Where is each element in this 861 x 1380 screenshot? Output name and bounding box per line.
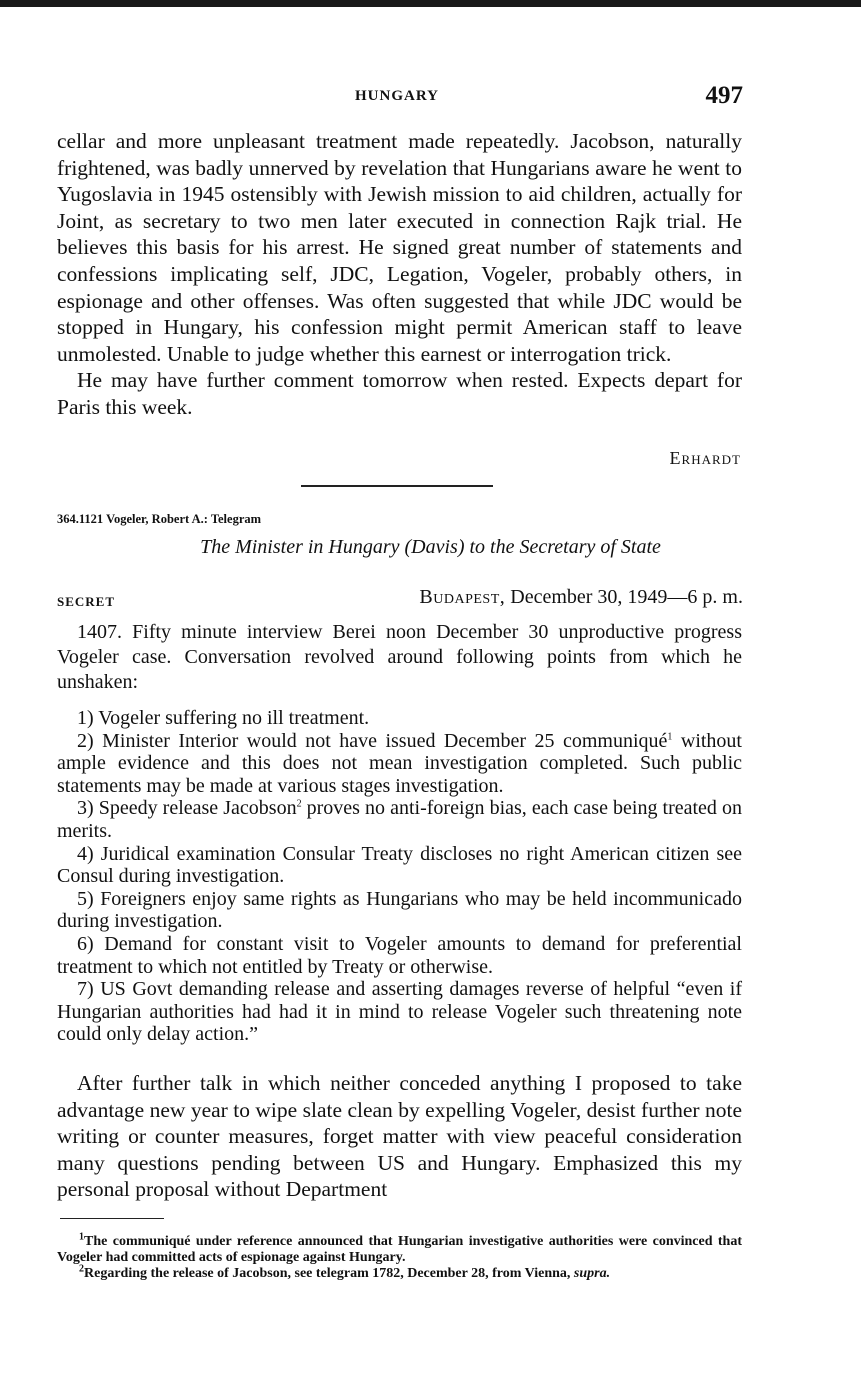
running-head: [0, 82, 861, 112]
file-reference: 364.1121 Vogeler, Robert A.: Telegram: [57, 512, 262, 526]
footnote-rule: [60, 1218, 164, 1219]
page-number: 497: [705, 82, 743, 109]
point-3-start: 3) Speedy release Jacobson: [77, 797, 297, 820]
running-head-title: HUNGARY: [355, 88, 439, 104]
point-2: [57, 730, 742, 798]
footnote-2-emph: supra.: [573, 1266, 611, 1282]
point-6: 6) Demand for constant visit to Vogeler amounts to demand for preferential treatment to which not entitled by Treaty or otherwise.: [57, 932, 742, 978]
davis-telegram-body: [57, 620, 742, 1046]
davis-closing: [57, 1070, 742, 1203]
point-2-rest: without ample evidence and this does not mean investigation completed. Such public statements may be made at various stages investigation.: [57, 729, 742, 797]
telegram-opening: 1407. Fifty minute interview Berei noon December 30 unproductive progress Vogeler case. Conversation revolved around following points from which he unshaken:: [57, 621, 742, 693]
footnote-1: [57, 1231, 742, 1266]
point-5: 5) Foreigners enjoy same rights as Hungarians who may be held incommunicado during investigation.: [57, 887, 742, 933]
point-2-start: 2) Minister Interior would not have issued December 25 communiqué: [77, 729, 668, 752]
dateline: [419, 586, 743, 609]
dateline-date: December 30, 1949—6 p. m.: [510, 586, 743, 608]
footnote-1-mark: 1: [79, 1231, 84, 1243]
erhardt-paragraph-2: He may have further comment tomorrow when rested. Expects depart for Paris this week.: [57, 368, 742, 419]
document-heading: The Minister in Hungary (Davis) to the Secretary of State: [200, 536, 661, 558]
point-3: [57, 797, 742, 842]
dateline-place: Budapest,: [419, 586, 506, 608]
point-7: 7) US Govt demanding release and asserting damages reverse of helpful “even if Hungarian authorities had had it in mind to release Vogeler such threatening note could only delay action.”: [57, 978, 742, 1046]
page-top-edge: [0, 0, 861, 7]
footnote-ref-2: 2: [296, 798, 302, 810]
closing-paragraph: After further talk in which neither conceded anything I proposed to take advantage new year to wipe slate clean by expelling Vogeler, desist further note writing or counter measures, forget matter with view peaceful consideration many questions pending between US and Hungary. Emphasized this my personal proposal without Department: [57, 1071, 742, 1202]
point-3-rest: proves no anti-foreign bias, each case being treated on merits.: [57, 797, 742, 842]
footnote-ref-1: 1: [667, 730, 673, 742]
point-4: 4) Juridical examination Consular Treaty discloses no right American citizen see Consul during investigation.: [57, 842, 742, 888]
erhardt-paragraph-1: cellar and more unpleasant treatment made repeatedly. Jacobson, naturally frightened, was badly unnerved by revelation that Hungarians aware he went to Yugoslavia in 1945 ostensibly with Jewish mission to aid children, actually for Joint, as secretary to two men later executed in connection Rajk trial. He believes this basis for his arrest. He signed great number of statements and confessions implicating self, JDC, Legation, Vogeler, probably others, in espionage and other offenses. Was often suggested that while JDC would be stopped in Hungary, his confession might permit American staff to leave unmolested. Unable to judge whether this earnest or interrogation trick.: [57, 129, 742, 366]
footnotes: [57, 1231, 742, 1283]
footnote-2-text: Regarding the release of Jacobson, see telegram 1782, December 28, from Vienna,: [84, 1266, 571, 1282]
footnote-2: [57, 1263, 742, 1282]
erhardt-telegram-continued: [57, 128, 742, 421]
footnote-1-text: The communiqué under reference announced that Hungarian investigative authorities were convinced that Vogeler had committed acts of espionage against Hungary.: [57, 1234, 742, 1266]
section-divider: [301, 485, 493, 487]
signature-erhardt: Erhardt: [669, 448, 741, 468]
classification: SECRET: [57, 594, 116, 609]
point-1: 1) Vogeler suffering no ill treatment.: [77, 707, 370, 729]
footnote-2-mark: 2: [79, 1263, 84, 1275]
points-list: [57, 707, 742, 1046]
